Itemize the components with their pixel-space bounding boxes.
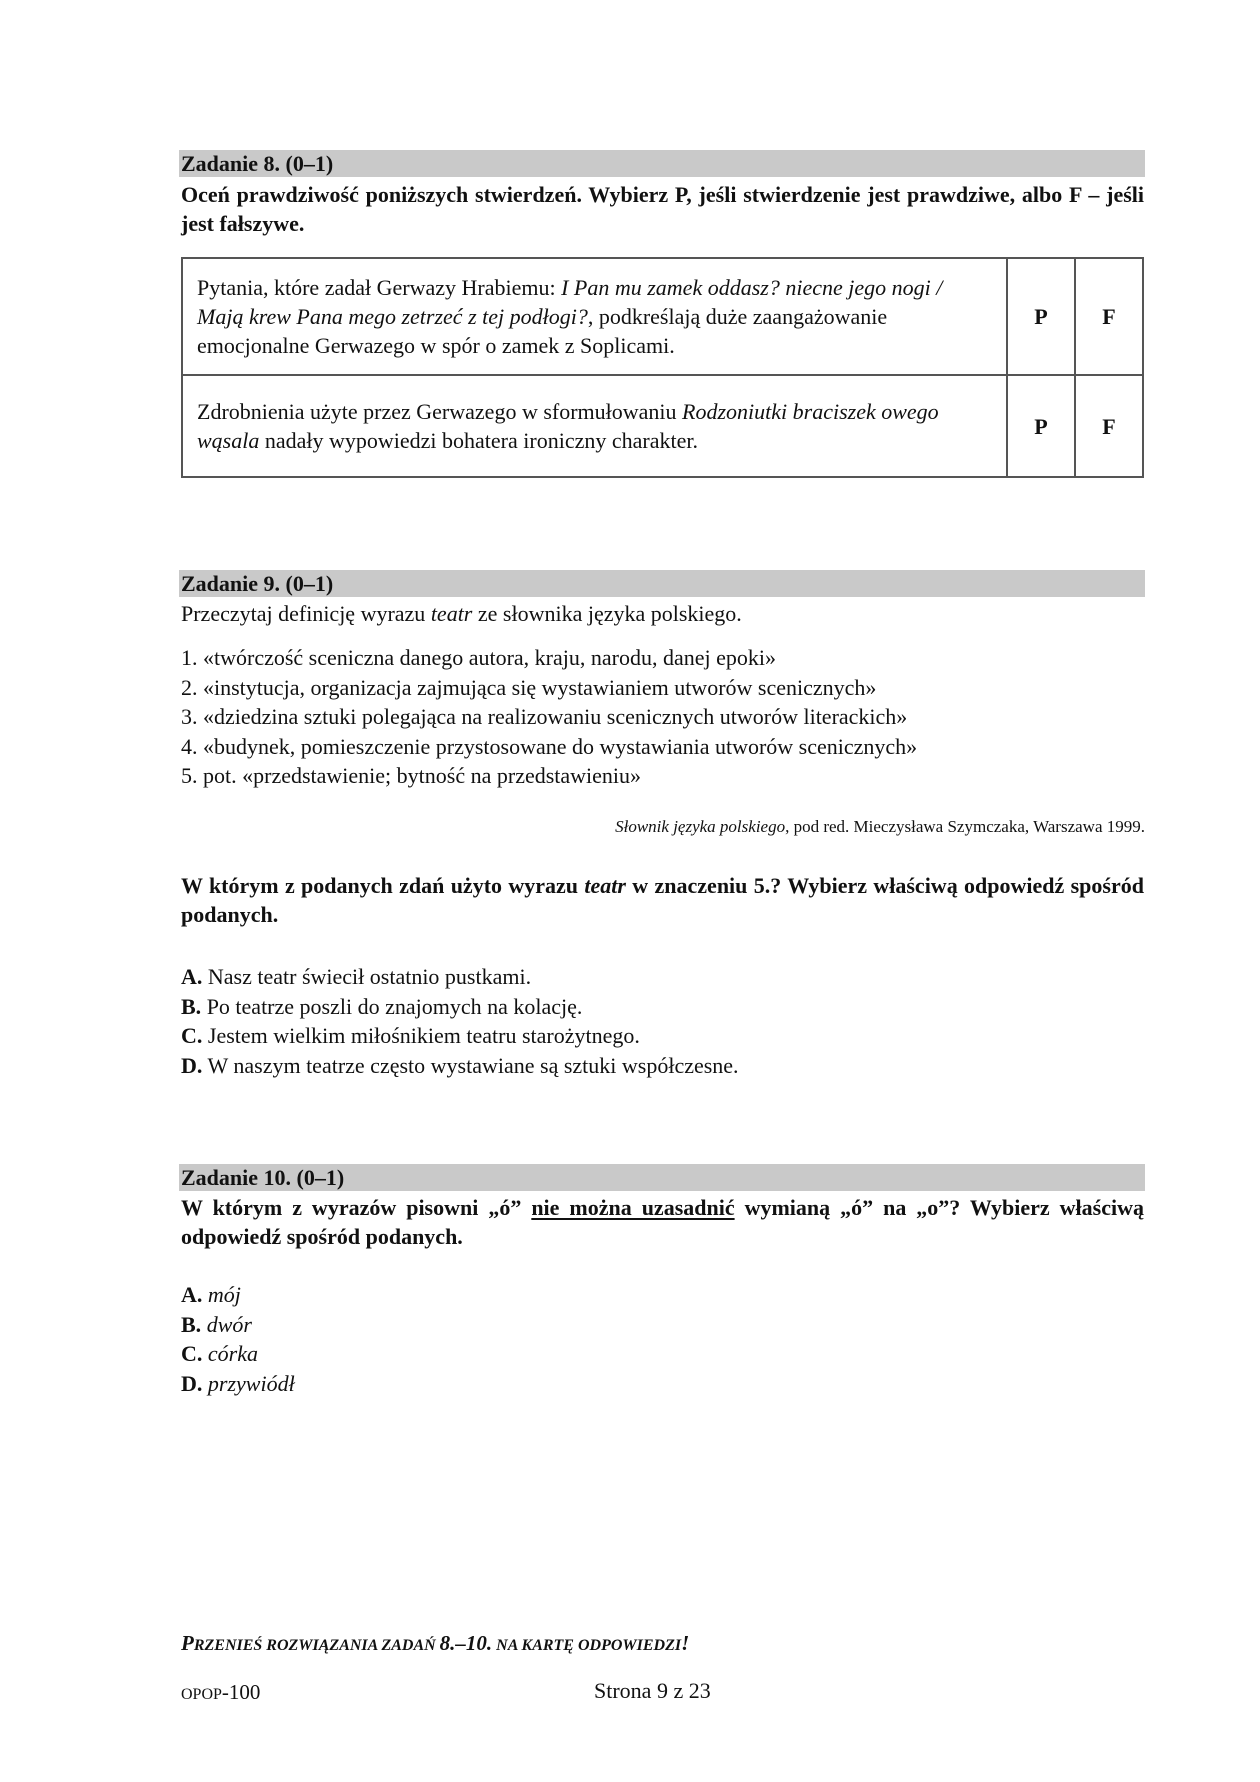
definition-item: 5. pot. «przedstawienie; bytność na przedstawieniu»: [181, 763, 642, 788]
true-false-table: [181, 257, 1144, 478]
answer-option-b[interactable]: B. Po teatrze poszli do znajomych na kolację.: [181, 993, 583, 1019]
definition-item: 1. «twórczość sceniczna danego autora, kraju, narodu, danej epoki»: [181, 645, 776, 670]
task9-intro: Przeczytaj definicję wyrazu teatr ze słownika języka polskiego.: [181, 601, 742, 626]
true-option-1[interactable]: P: [1007, 258, 1075, 375]
transfer-answers-note: PRZENIEŚ ROZWIĄZANIA ZADAŃ 8.–10. NA KARTĘ ODPOWIEDZI!: [181, 1631, 690, 1655]
task10-question: W którym z wyrazów pisowni „ó” nie można uzasadnić wymianą „ó” na „o”? Wybierz właściwą odpowiedź spośród podanych.: [181, 1195, 1144, 1249]
answer-option-d[interactable]: D. W naszym teatrze często wystawiane są sztuki współczesne.: [181, 1052, 739, 1078]
quote: Rodzoniutki braciszek owego wąsala: [197, 399, 939, 453]
task9-options: [181, 962, 739, 1080]
source-citation: Słownik języka polskiego, pod red. Mieczysława Szymczaka, Warszawa 1999.: [615, 817, 1145, 836]
true-option-2[interactable]: P: [1007, 375, 1075, 477]
definition-list: [181, 643, 917, 791]
false-option-1[interactable]: F: [1075, 258, 1143, 375]
task8-instruction: Oceń prawdziwość poniższych stwierdzeń. Wybierz P, jeśli stwierdzenie jest prawdziwe, albo F – jeśli jest fałszywe.: [181, 182, 1144, 236]
definition-item: 2. «instytucja, organizacja zajmująca się wystawianiem utworów scenicznych»: [181, 674, 877, 700]
task9-question: W którym z podanych zdań użyto wyrazu teatr w znaczeniu 5.? Wybierz właściwą odpowiedź spośród podanych.: [181, 873, 1144, 927]
task9-header: Zadanie 9. (0–1): [181, 571, 334, 596]
table-row: [182, 258, 1143, 375]
task10-options: [181, 1280, 295, 1398]
underlined-phrase: nie można uzasadnić: [531, 1195, 735, 1220]
statement-2: Zdrobnienia użyte przez Gerwazego w sformułowaniu Rodzoniutki braciszek owego wąsala nadały wypowiedzi bohatera ironiczny charakter.: [182, 375, 1007, 477]
statement-1: Pytania, które zadał Gerwazy Hrabiemu: I Pan mu zamek oddasz? niecne jego nogi / Mają krew Pana mego zetrzeć z tej podłogi?, podkreślają duże zaangażowanie emocjonalne Gerwazego w spór o zamek z Soplicami.: [182, 258, 1007, 375]
exam-code: OPOP-100: [181, 1680, 261, 1704]
table-row: [182, 375, 1143, 477]
false-option-2[interactable]: F: [1075, 375, 1143, 477]
definition-item: 4. «budynek, pomieszczenie przystosowane do wystawiania utworów scenicznych»: [181, 733, 918, 759]
task10-header: Zadanie 10. (0–1): [181, 1165, 345, 1190]
answer-option-c[interactable]: C. Jestem wielkim miłośnikiem teatru starożytnego.: [181, 1023, 640, 1048]
quote: I Pan mu zamek oddasz? niecne jego nogi / Mają krew Pana mego zetrzeć z tej podłogi?: [197, 275, 943, 329]
task8-header: Zadanie 8. (0–1): [181, 151, 334, 176]
answer-option-a[interactable]: A. mój: [181, 1282, 241, 1307]
answer-option-c[interactable]: C. córka: [181, 1341, 258, 1366]
answer-option-d[interactable]: D. przywiódł: [181, 1370, 295, 1396]
answer-option-a[interactable]: A. Nasz teatr świecił ostatnio pustkami.: [181, 964, 532, 989]
definition-item: 3. «dziedzina sztuki polegająca na realizowaniu scenicznych utworów literackich»: [181, 704, 908, 729]
page-number: Strona 9 z 23: [594, 1678, 711, 1703]
answer-option-b[interactable]: B. dwór: [181, 1311, 252, 1337]
